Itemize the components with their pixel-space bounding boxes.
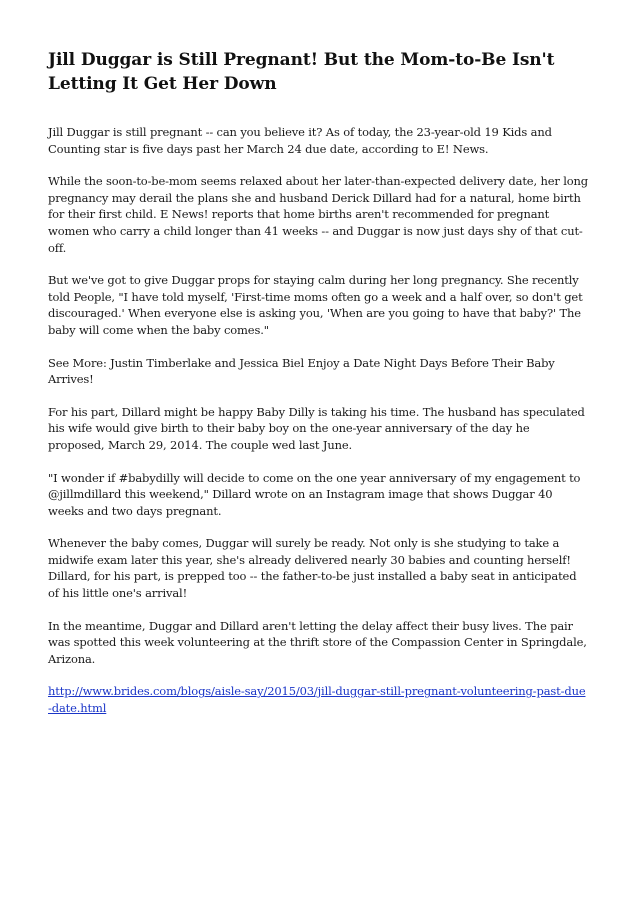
paragraph-home-birth: While the soon-to-be-mom seems relaxed about her later-than-expected delivery date, her long pregnancy may derail the plans she and husband Derick Dillard had for a natural, home birth for their first child. E News! reports that home births aren't recommended for pregnant women who carry a child longer than 41 weeks -- and Duggar is now just days shy of that cut-off. bbox=[48, 174, 588, 255]
paragraph-dillard-anniversary: For his part, Dillard might be happy Baby Dilly is taking his time. The husband has speculated his wife would give birth to their baby boy on the one-year anniversary of the day he proposed, March 29, 2014. The couple wed last June. bbox=[48, 404, 585, 452]
paragraph-see-more: See More: Justin Timberlake and Jessica Biel Enjoy a Date Night Days Before Their Baby Arrives! bbox=[48, 355, 555, 387]
paragraph-intro: Jill Duggar is still pregnant -- can you believe it? As of today, the 23-year-old 19 Kids and Counting star is five days past her March 24 due date, according to E! News. bbox=[48, 125, 552, 156]
article-title: Jill Duggar is Still Pregnant! But the Mom-to-Be Isn't Letting It Get Her Down bbox=[48, 50, 555, 94]
paragraph-midwife: Whenever the baby comes, Duggar will surely be ready. Not only is she studying to take a midwife exam later this year, she's already delivered nearly 30 babies and counting herself! Dillard, for his part, is prepped too -- the father-to-be just installed a baby seat in anticipated of his little one's arrival! bbox=[48, 536, 577, 601]
paragraph-volunteering: In the meantime, Duggar and Dillard aren't letting the delay affect their busy lives. The pair was spotted this week volunteering at the thrift store of the Compassion Center in Springdale, Arizona. bbox=[48, 618, 587, 666]
paragraph-people-quote: But we've got to give Duggar props for staying calm during her long pregnancy. She recently told People, "I have told myself, 'First-time moms often go a week and a half over, so don't get discouraged.' When everyone else is asking you, 'When are you going to have that baby?' The baby will come when the baby comes." bbox=[48, 273, 583, 337]
paragraph-instagram-quote: "I wonder if #babydilly will decide to come on the one year anniversary of my engagement to @jillmdillard this weekend," Dillard wrote on an Instagram image that shows Duggar 40 weeks and two days pregnant. bbox=[48, 470, 581, 518]
source-link[interactable]: http://www.brides.com/blogs/aisle-say/2015/03/jill-duggar-still-pregnant-volunteering-past-due-date.html bbox=[48, 684, 586, 716]
